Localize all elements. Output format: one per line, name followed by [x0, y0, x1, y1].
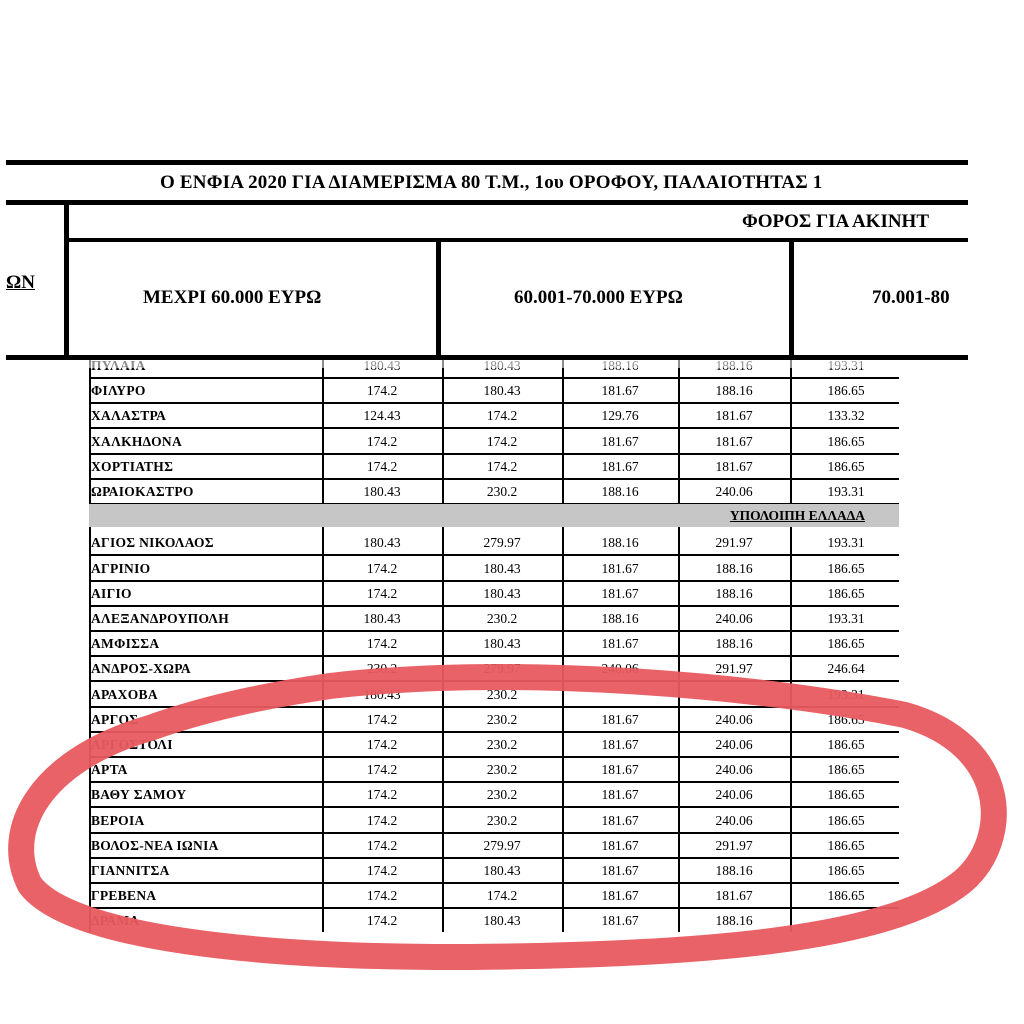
tax-value: 188.16 [715, 383, 753, 399]
tax-value: 174.2 [366, 863, 398, 878]
table-grid-line [322, 527, 324, 932]
table-grid-line [678, 360, 680, 504]
tax-value: 246.64 [827, 661, 865, 677]
municipality-name: ΑΡΓΟΣΤΟΛΙ [91, 737, 173, 752]
tax-value: 279.97 [483, 661, 521, 677]
tax-value: 279.97 [483, 535, 521, 551]
tax-value: 174.2 [486, 888, 518, 904]
tax-value: 240.06 [715, 762, 753, 778]
tax-value: 186.65 [827, 433, 865, 449]
tax-value: 129.76 [601, 408, 639, 424]
header-left-label: ΩΝ [6, 272, 35, 293]
tax-value: 240.06 [715, 711, 753, 727]
tax-value: 193.31 [827, 484, 865, 499]
municipality-name: ΑΛΕΞΑΝΔΡΟΥΠΟΛΗ [91, 611, 230, 626]
table-grid-line [562, 527, 564, 932]
tax-value: 181.67 [601, 560, 639, 576]
tax-value: 188.16 [715, 863, 753, 878]
section-label: ΥΠΟΛΟΙΠΗ ΕΛΛΑΔΑ [729, 508, 865, 524]
municipality-name: ΧΑΛΑΣΤΡΑ [91, 408, 167, 424]
tax-value: 180.43 [363, 484, 401, 499]
municipality-name: ΧΑΛΚΗΔΟΝΑ [91, 433, 183, 449]
table-grid-line [322, 360, 324, 504]
tax-value: 174.2 [366, 383, 398, 399]
tax-value: 181.67 [715, 408, 753, 424]
tax-value: 174.2 [366, 711, 398, 727]
tax-value: 186.65 [827, 711, 865, 727]
tax-value: 240.06 [601, 661, 639, 677]
table-row [89, 478, 899, 505]
tax-value: 180.43 [483, 636, 521, 652]
tax-value: 186.65 [827, 888, 865, 904]
table-row [89, 529, 899, 556]
tax-value: 188.16 [601, 611, 639, 626]
tax-value: 230.2 [486, 711, 518, 727]
table-row [89, 605, 899, 632]
tax-value: 240.06 [715, 812, 753, 828]
tax-value: 240.06 [715, 787, 753, 803]
tax-value: 186.65 [827, 383, 865, 399]
tax-value: 181.67 [601, 585, 639, 601]
tax-value: 124.43 [363, 408, 401, 424]
municipality-name: ΒΟΛΟΣ-ΝΕΑ ΙΩΝΙΑ [91, 837, 219, 853]
tax-value: 186.65 [827, 812, 865, 828]
tax-value: 181.67 [715, 888, 753, 904]
tax-value: 174.2 [486, 458, 518, 474]
tax-value: 181.67 [601, 737, 639, 752]
municipality-name: ΒΑΘΥ ΣΑΜΟΥ [91, 787, 187, 803]
tax-value: 174.2 [366, 737, 398, 752]
tax-value: 181.67 [601, 812, 639, 828]
tax-value: 230.2 [486, 484, 518, 499]
municipality-name: ΑΓΙΟΣ ΝΙΚΟΛΑΟΣ [91, 535, 214, 551]
tax-value: 186.65 [827, 837, 865, 853]
tax-value: 240.06 [715, 737, 753, 752]
tax-value: 291.97 [715, 535, 753, 551]
header-col-60001-70000: 60.001-70.000 ΕΥΡΩ [514, 287, 683, 308]
tax-value: 230.2 [366, 661, 398, 677]
tax-value: 181.67 [601, 636, 639, 652]
tax-value: 181.67 [601, 888, 639, 904]
tax-value: 230.2 [486, 762, 518, 778]
table-row [89, 655, 899, 682]
tax-value: 180.43 [483, 913, 521, 929]
tax-value: 186.65 [827, 585, 865, 601]
table-row [89, 630, 899, 657]
municipality-name: ΑΜΦΙΣΣΑ [91, 636, 160, 652]
municipality-name: ΧΟΡΤΙΑΤΗΣ [91, 458, 174, 474]
tax-value: 230.2 [486, 812, 518, 828]
table-row [89, 781, 899, 808]
tax-value: 181.67 [601, 458, 639, 474]
header-rule-3 [66, 238, 968, 242]
tax-value: 180.43 [483, 383, 521, 399]
table-grid-line [442, 360, 444, 504]
tax-value: 174.2 [366, 560, 398, 576]
municipality-name: ΑΝΔΡΟΣ-ΧΩΡΑ [91, 661, 191, 677]
tax-value: 291.97 [715, 661, 753, 677]
tax-value: 174.2 [366, 585, 398, 601]
tax-value: 188.16 [715, 560, 753, 576]
tax-value [791, 907, 901, 932]
municipality-name: ΑΓΡΙΝΙΟ [91, 560, 151, 576]
tax-value: 174.2 [366, 433, 398, 449]
table-row [89, 555, 899, 582]
tax-value: 291.97 [715, 837, 753, 853]
tax-value: 180.43 [483, 863, 521, 878]
header-divider-1 [436, 240, 441, 360]
tax-value: 181.67 [601, 863, 639, 878]
tax-value: 186.65 [827, 863, 865, 878]
header-divider-left [64, 204, 69, 360]
tax-value: 174.2 [366, 787, 398, 803]
municipality-name: ΔΡΑΜΑ [91, 913, 140, 929]
municipality-name: ΒΕΡΟΙΑ [91, 812, 145, 828]
page-title: Ο ΕΝΦΙΑ 2020 ΓΙΑ ΔΙΑΜΕΡΙΣΜΑ 80 Τ.Μ., 1ου ΟΡΟΦΟΥ, ΠΑΛΑΙΟΤΗΤΑΣ 1 [160, 172, 823, 193]
table-row [89, 428, 899, 455]
header-divider-2 [789, 240, 794, 360]
table-grid-line [790, 360, 792, 504]
tax-value: 181.67 [601, 913, 639, 929]
tax-value: 174.2 [486, 408, 518, 424]
tax-value: 181.67 [601, 762, 639, 778]
tax-value: 174.2 [366, 913, 398, 929]
tax-value: 186.65 [827, 560, 865, 576]
tax-value: 188.16 [601, 535, 639, 551]
tax-value: 230.2 [486, 787, 518, 803]
tax-value: 188.16 [715, 913, 753, 929]
tax-value: 193.31 [827, 535, 865, 551]
section-separator [89, 504, 899, 527]
table-grid-line [89, 360, 91, 504]
tax-value: 174.2 [366, 636, 398, 652]
tax-value: 180.43 [363, 535, 401, 551]
tax-value: 180.43 [363, 686, 401, 702]
tax-value: 230.2 [486, 686, 518, 702]
tax-value: 186.65 [827, 787, 865, 803]
table-grid-line [678, 527, 680, 932]
table-grid-line [442, 527, 444, 932]
tax-value: 181.67 [715, 433, 753, 449]
tax-value: 230.2 [486, 611, 518, 626]
tax-value: 181.67 [601, 383, 639, 399]
tax-value: 240.06 [715, 484, 753, 499]
tax-value: 181.67 [601, 787, 639, 803]
table-row [89, 706, 899, 733]
header-col-up-to-60000: ΜΕΧΡΙ 60.000 ΕΥΡΩ [143, 287, 322, 308]
tax-value: 193.31 [827, 611, 865, 626]
municipality-name: ΑΡΑΧΟΒΑ [91, 686, 158, 702]
tax-value: 174.2 [366, 888, 398, 904]
tax-value: 230.2 [486, 737, 518, 752]
enfia-data-table [89, 360, 901, 932]
table-row [89, 857, 899, 884]
tax-value: 186.65 [827, 762, 865, 778]
tax-value [679, 681, 789, 706]
tax-value: 188.16 [601, 484, 639, 499]
municipality-name: ΑΡΓΟΣ [91, 711, 139, 727]
table-row [89, 731, 899, 758]
municipality-name: ΩΡΑΙΟΚΑΣΤΡΟ [91, 484, 194, 499]
table-row [89, 580, 899, 607]
municipality-name: ΑΡΤΑ [91, 762, 128, 778]
tax-value: 174.2 [366, 812, 398, 828]
table-row [89, 402, 899, 429]
tax-value: 240.06 [715, 611, 753, 626]
tax-value: 174.2 [366, 458, 398, 474]
tax-value: 181.67 [715, 458, 753, 474]
header-subtitle: ΦΟΡΟΣ ΓΙΑ ΑΚΙΝΗΤ [742, 211, 930, 232]
tax-value [563, 681, 677, 706]
tax-value: 279.97 [483, 837, 521, 853]
tax-value: 181.67 [601, 711, 639, 727]
table-row [89, 756, 899, 783]
table-row [89, 907, 899, 932]
tax-value: 193.31 [827, 686, 865, 702]
tax-value: 186.65 [827, 737, 865, 752]
tax-value: 181.67 [601, 433, 639, 449]
municipality-name: ΓΡΕΒΕΝΑ [91, 888, 157, 904]
tax-value: 188.16 [715, 636, 753, 652]
tax-value: 174.2 [366, 762, 398, 778]
table-row [89, 882, 899, 909]
tax-value: 186.65 [827, 636, 865, 652]
cut-off-row-overlay [89, 360, 899, 368]
table-grid-line [790, 527, 792, 932]
table-grid-line [89, 527, 91, 932]
tax-value: 174.2 [486, 433, 518, 449]
tax-value: 133.32 [827, 408, 865, 424]
municipality-name: ΑΙΓΙΟ [91, 585, 132, 601]
municipality-name: ΦΙΛΥΡΟ [91, 383, 146, 399]
header-col-70001-80000: 70.001-80 [872, 287, 950, 308]
table-grid-line [562, 360, 564, 504]
table-row [89, 453, 899, 480]
table-row [89, 681, 899, 708]
tax-value: 186.65 [827, 458, 865, 474]
municipality-name: ΓΙΑΝΝΙΤΣΑ [91, 863, 170, 878]
tax-value: 180.43 [483, 585, 521, 601]
tax-value: 188.16 [715, 585, 753, 601]
table-row [89, 832, 899, 859]
table-row [89, 377, 899, 404]
tax-value: 180.43 [483, 560, 521, 576]
header-rule-2 [6, 200, 968, 205]
table-row [89, 807, 899, 834]
header-top-rule [6, 160, 968, 165]
tax-value: 181.67 [601, 837, 639, 853]
tax-value: 174.2 [366, 837, 398, 853]
tax-value: 180.43 [363, 611, 401, 626]
